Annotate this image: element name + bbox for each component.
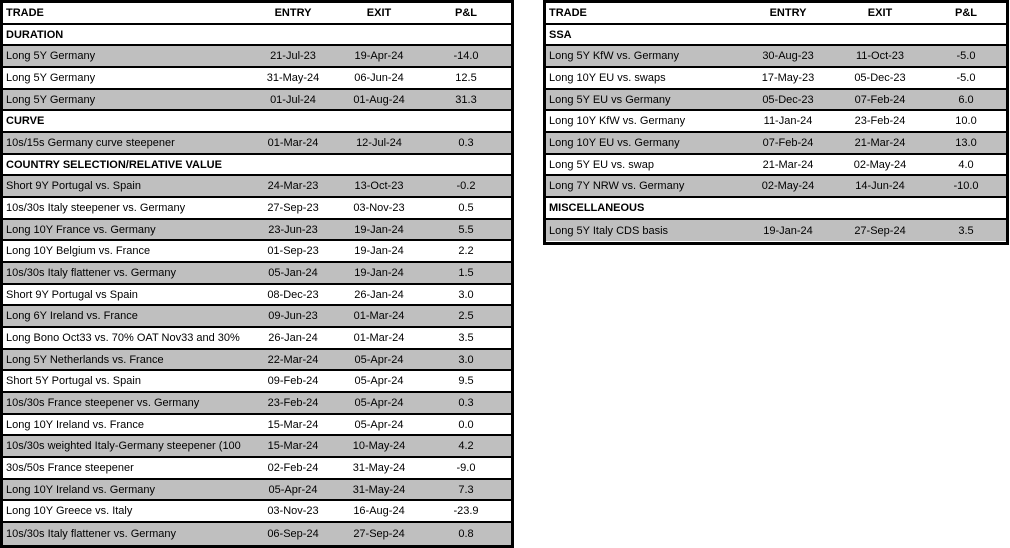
entry-cell: 02-Feb-24	[267, 461, 319, 474]
pnl-cell: 0.3	[458, 396, 474, 409]
trade-row	[3, 220, 511, 242]
pnl-cell: 7.3	[458, 483, 474, 496]
pnl-cell: 4.0	[958, 158, 974, 171]
exit-cell: 12-Jul-24	[356, 136, 402, 149]
pnl-cell: -10.0	[953, 180, 979, 193]
entry-cell: 06-Sep-24	[267, 527, 319, 540]
pnl-cell: 13.0	[955, 136, 977, 149]
entry-cell: 21-Mar-24	[762, 158, 814, 171]
pnl-cell: 2.2	[458, 245, 474, 258]
pnl-cell: 31.3	[455, 93, 477, 106]
exit-cell: 05-Apr-24	[354, 375, 404, 388]
exit-cell: 23-Feb-24	[854, 115, 906, 128]
exit-cell: 10-May-24	[352, 440, 406, 453]
pnl-cell: 2.5	[458, 310, 474, 323]
entry-cell: 21-Jul-23	[270, 50, 316, 63]
entry-cell: 01-Jul-24	[270, 93, 316, 106]
pnl-cell: 0.3	[458, 136, 474, 149]
entry-cell: 27-Sep-23	[267, 201, 319, 214]
section-header-row	[546, 198, 1006, 220]
pnl-cell: 3.5	[958, 224, 974, 237]
pnl-cell: 3.0	[458, 288, 474, 301]
exit-cell: 27-Sep-24	[854, 224, 906, 237]
trade-cell: Long 5Y Germany	[6, 71, 96, 84]
exit-cell: 19-Jan-24	[354, 223, 404, 236]
trade-cell: 10s/30s France steepener vs. Germany	[6, 396, 200, 409]
trade-cell: 10s/30s Italy flattener vs. Germany	[6, 266, 176, 279]
entry-cell: 22-Mar-24	[267, 353, 319, 366]
trade-cell: Short 5Y Portugal vs. Spain	[6, 375, 141, 388]
pnl-cell: 12.5	[455, 71, 477, 84]
entry-cell: 23-Feb-24	[267, 396, 319, 409]
column-header-exit: EXIT	[867, 6, 893, 19]
trade-row	[3, 371, 511, 393]
exit-cell: 05-Apr-24	[354, 396, 404, 409]
pnl-cell: 5.5	[458, 223, 474, 236]
exit-cell: 19-Apr-24	[354, 50, 404, 63]
entry-cell: 15-Mar-24	[267, 440, 319, 453]
trade-row	[3, 90, 511, 112]
section-header-row	[546, 25, 1006, 47]
entry-cell: 19-Jan-24	[763, 224, 813, 237]
trade-cell: Long 10Y Ireland vs. Germany	[6, 483, 155, 496]
pnl-cell: -5.0	[956, 50, 976, 63]
exit-cell: 03-Nov-23	[353, 201, 405, 214]
exit-cell: 05-Apr-24	[354, 353, 404, 366]
trade-row	[546, 68, 1006, 90]
trade-row	[3, 393, 511, 415]
trade-cell: Long 10Y France vs. Germany	[6, 223, 156, 236]
section-label: MISCELLANEOUS	[549, 201, 645, 214]
trade-cell: Long 5Y Germany	[6, 93, 96, 106]
pnl-cell: -14.0	[453, 50, 479, 63]
exit-cell: 05-Apr-24	[354, 418, 404, 431]
column-header-row	[3, 3, 511, 25]
pnl-cell: 3.0	[458, 353, 474, 366]
entry-cell: 24-Mar-23	[267, 180, 319, 193]
trade-cell: Short 9Y Portugal vs. Spain	[6, 180, 141, 193]
trade-row	[546, 133, 1006, 155]
trade-row	[3, 285, 511, 307]
exit-cell: 14-Jun-24	[855, 180, 905, 193]
entry-cell: 08-Dec-23	[267, 288, 319, 301]
section-header-row	[3, 111, 511, 133]
pnl-cell: 0.5	[458, 201, 474, 214]
entry-cell: 05-Jan-24	[268, 266, 318, 279]
trade-row	[3, 306, 511, 328]
exit-cell: 02-May-24	[853, 158, 907, 171]
trade-cell: Short 9Y Portugal vs Spain	[6, 288, 138, 301]
entry-cell: 05-Apr-24	[268, 483, 318, 496]
trade-row	[3, 198, 511, 220]
entry-cell: 30-Aug-23	[762, 50, 814, 63]
exit-cell: 01-Aug-24	[353, 93, 405, 106]
entry-cell: 09-Feb-24	[267, 375, 319, 388]
trade-cell: Long 5Y EU vs Germany	[549, 93, 671, 106]
trade-row	[546, 90, 1006, 112]
trade-cell: 10s/30s weighted Italy-Germany steepener (100	[6, 440, 241, 453]
section-label: SSA	[549, 28, 572, 41]
trade-cell: Long 10Y Belgium vs. France	[6, 245, 151, 258]
trade-cell: Long 5Y Germany	[6, 50, 96, 63]
exit-cell: 05-Dec-23	[854, 71, 906, 84]
pnl-cell: 3.5	[458, 331, 474, 344]
pnl-cell: 1.5	[458, 266, 474, 279]
trade-row	[3, 46, 511, 68]
exit-cell: 01-Mar-24	[353, 310, 405, 323]
pnl-cell: 4.2	[458, 440, 474, 453]
column-header-pnl: P&L	[455, 6, 477, 19]
exit-cell: 11-Oct-23	[855, 50, 905, 63]
pnl-cell: -23.9	[453, 505, 479, 518]
section-label: COUNTRY SELECTION/RELATIVE VALUE	[6, 158, 222, 171]
column-header-exit: EXIT	[366, 6, 392, 19]
entry-cell: 05-Dec-23	[762, 93, 814, 106]
trade-row	[3, 68, 511, 90]
trade-row	[3, 133, 511, 155]
trade-cell: Long Bono Oct33 vs. 70% OAT Nov33 and 30%	[6, 331, 240, 344]
trade-row	[546, 46, 1006, 68]
pnl-cell: -5.0	[956, 71, 976, 84]
trade-row	[3, 458, 511, 480]
exit-cell: 26-Jan-24	[354, 288, 404, 301]
trade-row	[546, 155, 1006, 177]
trade-cell: Long 5Y Italy CDS basis	[549, 224, 669, 237]
trade-cell: 10s/30s Italy steepener vs. Germany	[6, 201, 186, 214]
trade-row	[546, 220, 1006, 242]
pnl-cell: -9.0	[456, 461, 476, 474]
trade-cell: Long 10Y EU vs. Germany	[549, 136, 680, 149]
exit-cell: 19-Jan-24	[354, 245, 404, 258]
pnl-cell: 10.0	[955, 115, 977, 128]
entry-cell: 17-May-23	[761, 71, 815, 84]
trade-row	[3, 415, 511, 437]
entry-cell: 26-Jan-24	[268, 331, 318, 344]
section-label: CURVE	[6, 115, 45, 128]
trade-row	[3, 263, 511, 285]
column-header-row	[546, 3, 1006, 25]
trade-cell: Long 6Y Ireland vs. France	[6, 310, 138, 323]
trade-row	[3, 436, 511, 458]
column-header-pnl: P&L	[955, 6, 977, 19]
trade-cell: Long 10Y Greece vs. Italy	[6, 505, 133, 518]
trade-cell: 10s/15s Germany curve steepener	[6, 136, 175, 149]
trade-row	[3, 350, 511, 372]
trade-cell: 10s/30s Italy flattener vs. Germany	[6, 527, 176, 540]
trade-cell: Long 10Y EU vs. swaps	[549, 71, 666, 84]
column-header-entry: ENTRY	[769, 6, 807, 19]
exit-cell: 13-Oct-23	[354, 180, 404, 193]
exit-cell: 21-Mar-24	[854, 136, 906, 149]
trade-cell: Long 5Y EU vs. swap	[549, 158, 654, 171]
entry-cell: 01-Mar-24	[267, 136, 319, 149]
exit-cell: 01-Mar-24	[353, 331, 405, 344]
pnl-cell: 9.5	[458, 375, 474, 388]
section-label: DURATION	[6, 28, 64, 41]
exit-cell: 31-May-24	[352, 483, 406, 496]
trade-row	[546, 176, 1006, 198]
entry-cell: 02-May-24	[761, 180, 815, 193]
trade-cell: Long 5Y Netherlands vs. France	[6, 353, 164, 366]
trade-row	[3, 328, 511, 350]
pnl-cell: 0.8	[458, 527, 474, 540]
trade-cell: Long 7Y NRW vs. Germany	[549, 180, 685, 193]
entry-cell: 03-Nov-23	[267, 505, 319, 518]
entry-cell: 11-Jan-24	[763, 115, 813, 128]
pnl-cell: -0.2	[456, 180, 476, 193]
pnl-cell: 0.0	[458, 418, 474, 431]
entry-cell: 23-Jun-23	[268, 223, 318, 236]
column-header-trade: TRADE	[6, 6, 44, 19]
trade-row	[546, 111, 1006, 133]
exit-cell: 06-Jun-24	[354, 71, 404, 84]
section-header-row	[3, 155, 511, 177]
right-trades-table	[543, 0, 1009, 245]
trade-row	[3, 523, 511, 545]
entry-cell: 31-May-24	[266, 71, 320, 84]
entry-cell: 07-Feb-24	[762, 136, 814, 149]
trade-cell: Long 5Y KfW vs. Germany	[549, 50, 680, 63]
trade-row	[3, 241, 511, 263]
trade-cell: Long 10Y Ireland vs. France	[6, 418, 144, 431]
section-header-row	[3, 25, 511, 47]
pnl-cell: 6.0	[958, 93, 974, 106]
exit-cell: 19-Jan-24	[354, 266, 404, 279]
exit-cell: 31-May-24	[352, 461, 406, 474]
trade-row	[3, 480, 511, 502]
trade-row	[3, 501, 511, 523]
column-header-entry: ENTRY	[274, 6, 312, 19]
exit-cell: 07-Feb-24	[854, 93, 906, 106]
trade-cell: Long 10Y KfW vs. Germany	[549, 115, 686, 128]
trade-row	[3, 176, 511, 198]
entry-cell: 15-Mar-24	[267, 418, 319, 431]
trade-cell: 30s/50s France steepener	[6, 461, 134, 474]
entry-cell: 09-Jun-23	[268, 310, 318, 323]
exit-cell: 16-Aug-24	[353, 505, 405, 518]
entry-cell: 01-Sep-23	[267, 245, 319, 258]
exit-cell: 27-Sep-24	[353, 527, 405, 540]
column-header-trade: TRADE	[549, 6, 587, 19]
